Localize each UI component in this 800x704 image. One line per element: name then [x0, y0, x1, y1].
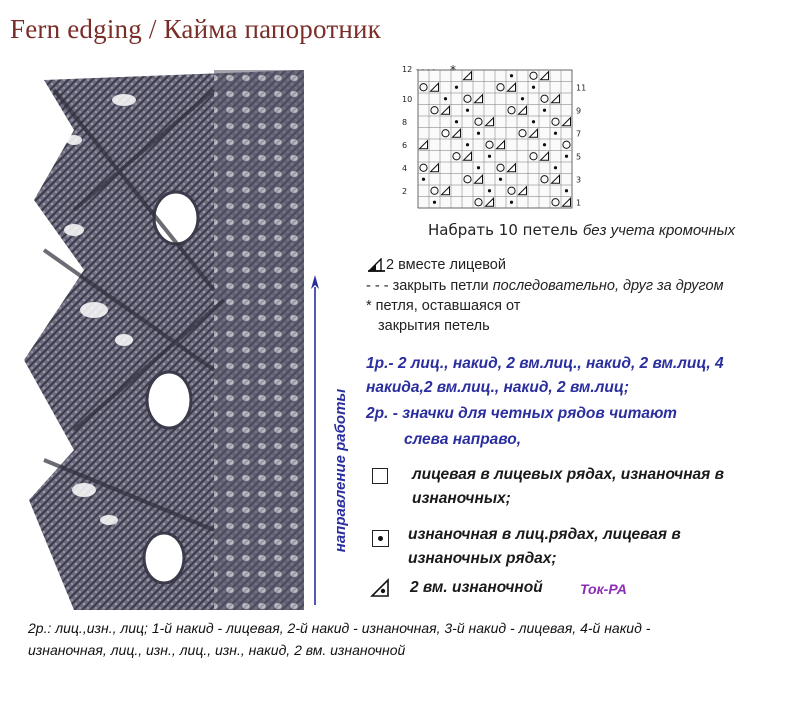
chart-row-label-right: 5 — [576, 152, 582, 162]
chart-row-label-right: 7 — [576, 129, 582, 139]
row2-instruction-line1: 2р. - значки для четных рядов читают — [366, 405, 677, 422]
page-title: Fern edging / Кайма папоротник — [10, 14, 381, 44]
chart-purl-dot — [543, 143, 546, 146]
chart-purl-dot — [532, 86, 535, 89]
chart-purl-dot — [510, 74, 513, 77]
chart-purl-dot — [477, 166, 480, 169]
chart-purl-dot — [554, 132, 557, 135]
chart-top-label-dashes: - - - - — [416, 65, 436, 74]
bottom-note-line1: 2р.: лиц.,изн., лиц; 1-й накид - лицевая, 2-й накид - изнаночная, 3-й накид - лицевая, 4-й накид - — [28, 620, 651, 636]
chart-row-label-left: 10 — [402, 95, 413, 105]
chart-purl-dot — [455, 86, 458, 89]
chart-purl-dot — [444, 97, 447, 100]
chart-purl-dot — [466, 109, 469, 112]
chart-purl-dot — [488, 189, 491, 192]
chart-purl-dot — [466, 143, 469, 146]
chart-purl-dot — [521, 97, 524, 100]
row1-instruction-line1: 1р.- 2 лиц., накид, 2 вм.лиц., накид, 2 вм.лиц, 4 — [366, 355, 724, 372]
k2tog-icon — [368, 258, 386, 272]
chart-purl-dot — [510, 201, 513, 204]
chart-purl-dot — [455, 120, 458, 123]
legend-k2tog — [368, 257, 506, 273]
chart-purl-dot — [565, 155, 568, 158]
author-signature: Ток-РА — [580, 581, 627, 597]
chart-row-label-right: 9 — [576, 106, 582, 116]
bottom-note-line2: изнаночная, лиц., изн., лиц., изн., накид, 2 вм. изнаночной — [28, 642, 406, 658]
direction-label-text: направление работы — [332, 388, 350, 552]
legend-bind-off — [366, 278, 724, 294]
row2-instruction-line2: слева направо, — [404, 431, 522, 448]
key-purl-line1: изнаночная в лиц.рядах, лицевая в — [408, 526, 681, 543]
key-knit-line2: изнаночных; — [412, 490, 511, 507]
chart-top-label-star: * — [450, 63, 456, 77]
knitting-chart — [400, 62, 590, 214]
key-knit-line1: лицевая в лицевых рядах, изнаночная в — [412, 466, 724, 483]
chart-row-label-right: 1 — [576, 198, 582, 208]
chart-purl-dot — [554, 166, 557, 169]
chart-row-label-left: 8 — [402, 118, 408, 128]
cast-on-italic: без учета кромочных — [582, 222, 736, 239]
chart-row-label-right: 3 — [576, 175, 582, 185]
chart-purl-dot — [499, 178, 502, 181]
chart-row-label-right: 11 — [576, 83, 587, 93]
legend-loop-line1: * петля, оставшаяся от — [366, 298, 521, 314]
chart-row-label-left: 4 — [402, 164, 408, 174]
p2tog-symbol-icon — [370, 578, 392, 598]
row1-instruction-line2: накида,2 вм.лиц., накид, 2 вм.лиц; — [366, 379, 629, 396]
chart-purl-dot — [422, 178, 425, 181]
direction-label — [326, 380, 356, 560]
chart-purl-dot — [543, 109, 546, 112]
legend-loop-line2: закрытия петель — [378, 318, 490, 334]
legend-bind-off-italic: последовательно, друг за другом — [492, 278, 724, 294]
chart-purl-dot — [565, 189, 568, 192]
legend-k2tog-text: 2 вместе лицевой — [386, 257, 506, 273]
lace-edging-photo — [14, 70, 304, 610]
key-p2tog-text: 2 вм. изнаночной — [410, 579, 543, 596]
chart-purl-dot — [477, 132, 480, 135]
cast-on-instruction — [428, 221, 735, 239]
chart-purl-dot — [532, 120, 535, 123]
legend-bind-off-prefix: - - - закрыть петли — [366, 278, 489, 294]
cast-on-text: Набрать 10 петель — [428, 221, 579, 239]
purl-symbol-dot — [378, 536, 383, 541]
chart-row-label-left: 2 — [402, 187, 408, 197]
chart-top-label-start: 12 — [402, 65, 413, 74]
chart-purl-dot — [433, 201, 436, 204]
key-purl-line2: изнаночных рядах; — [408, 550, 557, 567]
chart-row-label-left: 6 — [402, 141, 408, 151]
knit-symbol-icon — [372, 468, 388, 484]
direction-arrow-icon — [308, 275, 322, 605]
chart-purl-dot — [488, 155, 491, 158]
